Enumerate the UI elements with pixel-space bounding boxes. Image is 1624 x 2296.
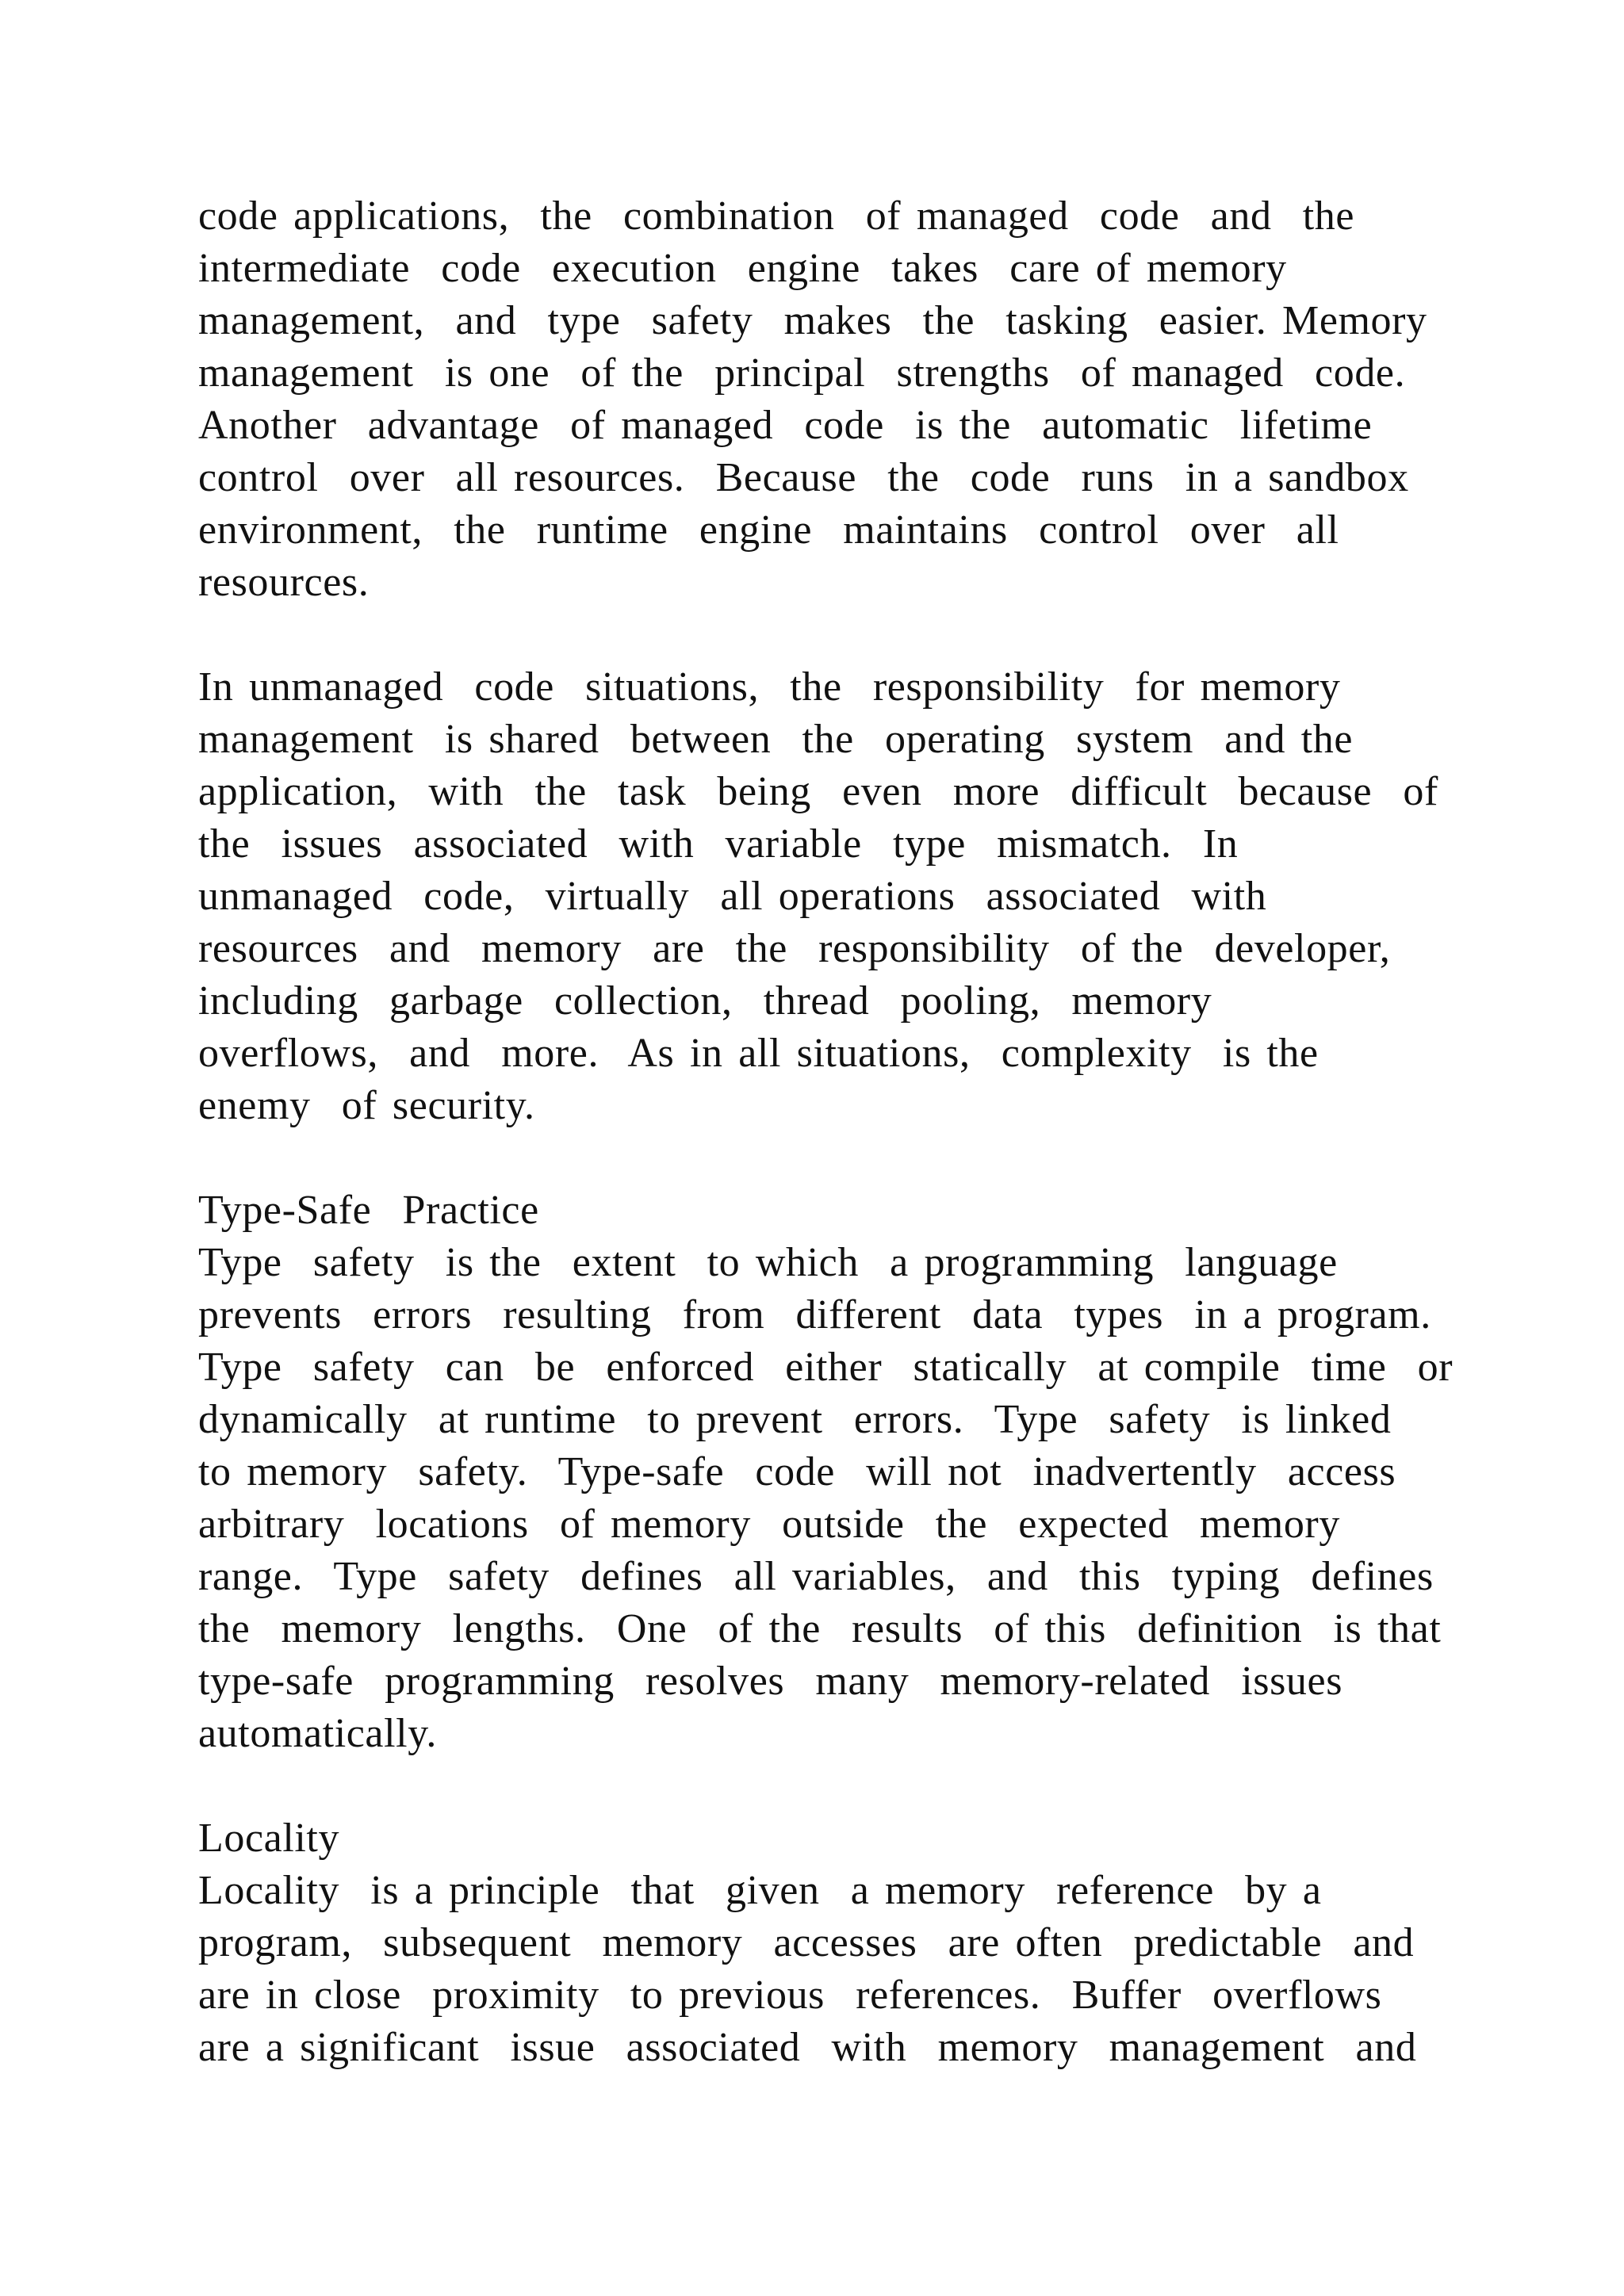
text-line: unmanaged code, virtually all operations associated with — [198, 874, 1267, 919]
text-line: overflows, and more. As in all situations, complexity is the — [198, 1031, 1319, 1076]
text-line: Another advantage of managed code is the automatic lifetime — [198, 403, 1373, 448]
text-line: resources. — [198, 560, 370, 605]
section-type-safe-practice — [198, 1184, 1467, 1760]
text-line: the issues associated with variable type mismatch. In — [198, 821, 1239, 867]
text-line: In unmanaged code situations, the responsibility for memory — [198, 664, 1341, 710]
paragraph-unmanaged-code — [198, 661, 1467, 1132]
text-line: including garbage collection, thread pooling, memory — [198, 978, 1212, 1024]
paragraph-spacer — [198, 609, 1467, 661]
text-line: management is shared between the operating system and the — [198, 717, 1354, 762]
text-line: to memory safety. Type-safe code will not inadvertently access — [198, 1449, 1396, 1494]
text-line: are in close proximity to previous references. Buffer overflows — [198, 1973, 1382, 2018]
text-line: are a significant issue associated with memory management and — [198, 2025, 1417, 2070]
text-line: program, subsequent memory accesses are often predictable and — [198, 1920, 1415, 1965]
text-line: management, and type safety makes the tasking easier. Memory — [198, 298, 1427, 343]
text-line: prevents errors resulting from different data types in a program. — [198, 1292, 1431, 1337]
text-line: application, with the task being even more difficult because of — [198, 769, 1438, 814]
paragraph-spacer — [198, 1132, 1467, 1184]
text-line: range. Type safety defines all variables, and this typing defines — [198, 1554, 1434, 1599]
text-line: type-safe programming resolves many memory-related issues — [198, 1659, 1343, 1704]
text-line: intermediate code execution engine takes care of memory — [198, 246, 1287, 291]
text-line: dynamically at runtime to prevent errors. Type safety is linked — [198, 1397, 1392, 1442]
text-line: Type safety can be enforced either statically at compile time or — [198, 1345, 1454, 1390]
paragraph-spacer — [198, 1760, 1467, 1812]
text-line: arbitrary locations of memory outside the expected memory — [198, 1502, 1340, 1547]
paragraph-managed-code — [198, 190, 1467, 609]
text-line: Type safety is the extent to which a programming language — [198, 1240, 1338, 1285]
text-line: management is one of the principal strengths of managed code. — [198, 350, 1406, 396]
document-body — [198, 190, 1467, 2074]
section-heading: Locality — [198, 1816, 340, 1861]
text-line: automatically. — [198, 1711, 438, 1756]
text-line: resources and memory are the responsibility of the developer, — [198, 926, 1391, 971]
text-line: Locality is a principle that given a memory reference by a — [198, 1868, 1322, 1913]
text-line: control over all resources. Because the code runs in a sandbox — [198, 455, 1409, 500]
section-heading: Type-Safe Practice — [198, 1188, 539, 1233]
section-locality — [198, 1812, 1467, 2074]
text-line: the memory lengths. One of the results of this definition is that — [198, 1606, 1442, 1651]
text-line: environment, the runtime engine maintains control over all — [198, 507, 1339, 553]
text-line: enemy of security. — [198, 1083, 535, 1128]
text-line: code applications, the combination of managed code and the — [198, 193, 1355, 239]
